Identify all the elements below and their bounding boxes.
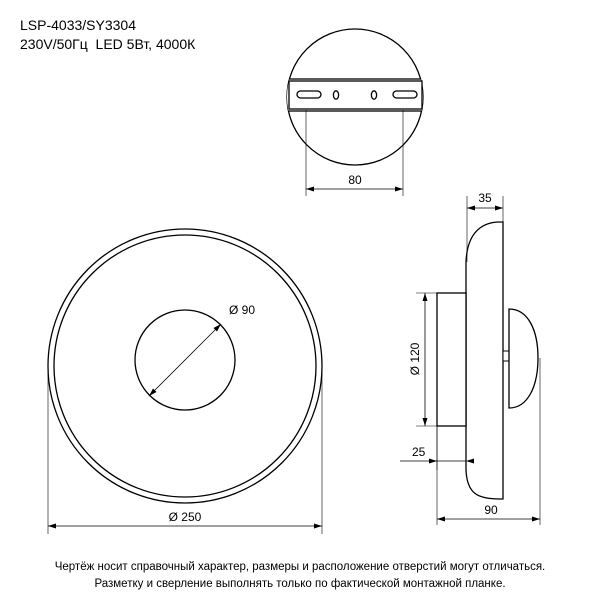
disclaimer-note: [0, 559, 600, 593]
base-depth-arrow-left: [429, 459, 437, 464]
total-depth-label: 90: [484, 503, 498, 517]
inner-diameter-dim-line: [149, 324, 221, 396]
mount-width-arrow-left: [306, 187, 314, 192]
wall-base: [437, 293, 466, 426]
outer-ring-circle: [48, 229, 322, 503]
base-diameter-arrow-top: [423, 293, 428, 301]
mount-bracket: [289, 81, 422, 109]
depth-top-arrow-right: [495, 206, 503, 211]
base-diameter-arrow-bottom: [423, 418, 428, 426]
depth-top-arrow-left: [467, 206, 475, 211]
connector-stub: [503, 351, 509, 361]
disclaimer-line-2: Разметку и сверление выполнять только по фактической монтажной планке.: [94, 578, 506, 590]
base-depth-label: 25: [412, 445, 426, 459]
depth-top-label: 35: [478, 191, 492, 205]
disc-profile: [466, 222, 503, 499]
inner-diameter-label: Ø 90: [229, 303, 256, 317]
outer-diameter-arrow-right: [314, 524, 322, 529]
total-depth-arrow-right: [532, 517, 540, 522]
front-dome: [509, 309, 538, 408]
base-diameter-label: Ø 120: [408, 342, 422, 376]
outer-diameter-arrow-left: [48, 524, 56, 529]
mount-plate-view: [280, 29, 430, 196]
disclaimer-line-1: Чертёж носит справочный характер, размеры и расположение отверстий могут отличаться.: [54, 561, 546, 573]
electrical-specs: 230V/50Гц LED 5Вт, 4000К: [20, 36, 196, 52]
mount-width-arrow-right: [395, 187, 403, 192]
side-view: [400, 191, 540, 525]
total-depth-arrow-left: [437, 517, 445, 522]
model-number: LSP-4033/SY3304: [20, 17, 136, 33]
mount-width-label: 80: [348, 173, 362, 187]
outer-diameter-label: Ø 250: [168, 510, 202, 524]
front-view: [48, 229, 322, 534]
inner-ring-circle: [54, 235, 316, 497]
